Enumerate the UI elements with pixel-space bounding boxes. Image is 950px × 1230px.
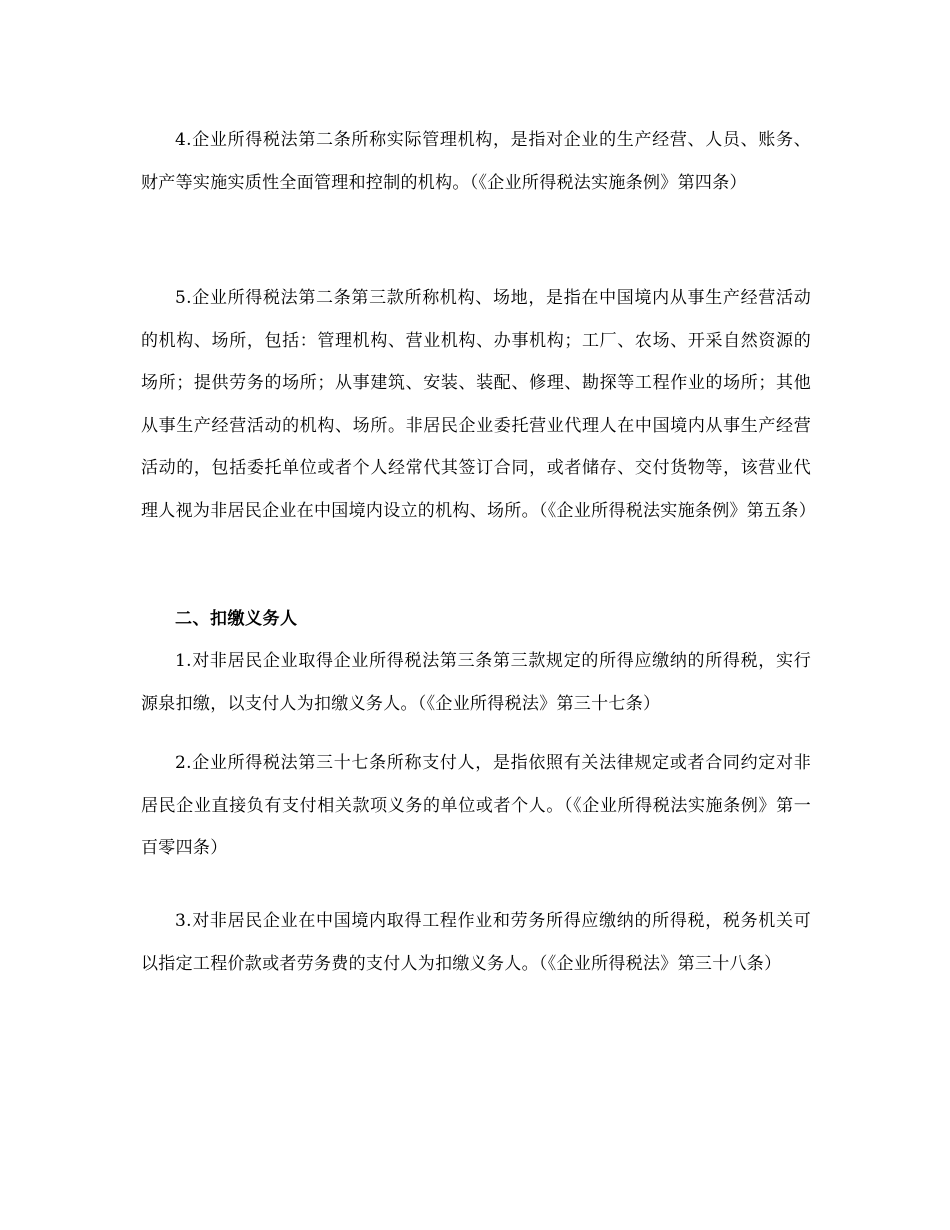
- paragraph-designated-withholding-agent: 3.对非居民企业在中国境内取得工程作业和劳务所得应缴纳的所得税，税务机关可以指定工程价款或者劳务费的支付人为扣缴义务人。（《企业所得税法》第三十八条）: [141, 911, 811, 974]
- paragraph-payer-definition: 2.企业所得税法第三十七条所称支付人，是指依照有关法律规定或者合同约定对非居民企业直接负有支付相关款项义务的单位或者个人。（《企业所得税法实施条例》第一百零四条）: [141, 753, 811, 858]
- section-heading-withholding-agent: 二、扣缴义务人: [175, 609, 298, 629]
- paragraph-source-withholding: 1.对非居民企业取得企业所得税法第三条第三款规定的所得应缴纳的所得税，实行源泉扣缴，以支付人为扣缴义务人。（《企业所得税法》第三十七条）: [141, 651, 811, 714]
- paragraph-establishment-place: 5.企业所得税法第二条第三款所称机构、场地，是指在中国境内从事生产经营活动的机构、场所，包括：管理机构、营业机构、办事机构；工厂、农场、开采自然资源的场所；提供劳务的场所；从事建筑、安装、装配、修理、勘探等工程作业的场所；其他从事生产经营活动的机构、场所。非居民企业委托营业代理人在中国境内从事生产经营活动的，包括委托单位或者个人经常代其签订合同，或者储存、交付货物等，该营业代理人视为非居民企业在中国境内设立的机构、场所。（《企业所得税法实施条例》第五条）: [141, 288, 816, 521]
- paragraph-actual-management-body: 4.企业所得税法第二条所称实际管理机构，是指对企业的生产经营、人员、账务、财产等实施实质性全面管理和控制的机构。（《企业所得税法实施条例》第四条）: [141, 130, 811, 193]
